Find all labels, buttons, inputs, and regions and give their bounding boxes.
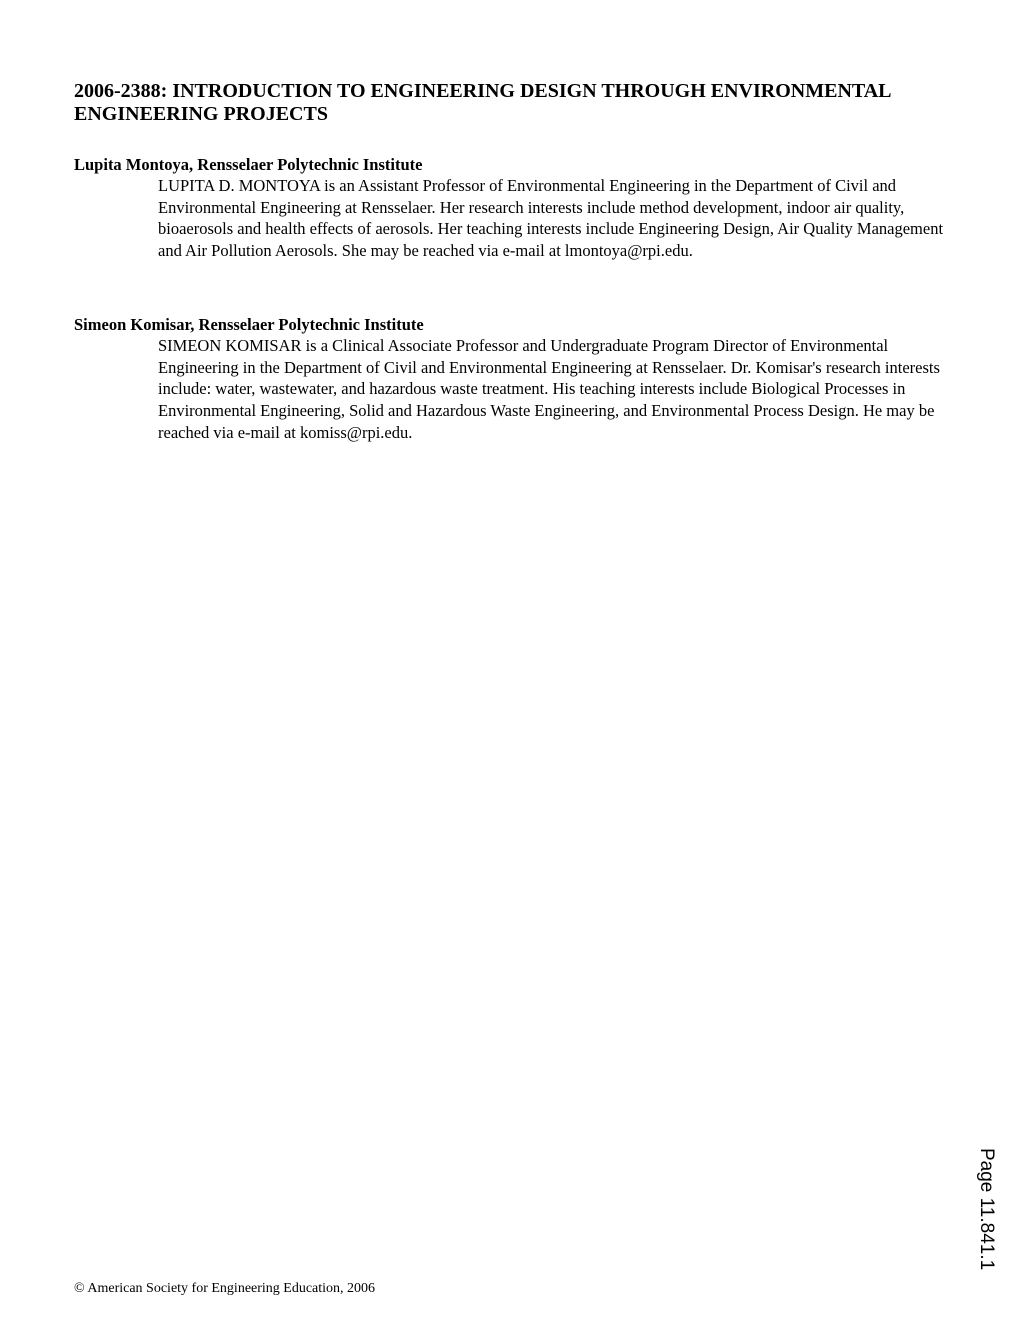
author-name-affiliation: Lupita Montoya, Rensselaer Polytechnic Institute (74, 155, 423, 174)
page-number: Page 11.841.1 (976, 1148, 997, 1271)
author-bio: LUPITA D. MONTOYA is an Assistant Professor of Environmental Engineering in the Department of Civil and Environmental Engineering at Rensselaer. Her research interests include method development, indoor air quality, bioaerosols and health effects of aerosols. Her teaching interests include Engineering Design, Air Quality Management and Air Pollution Aerosols. She may be reached via e-mail at lmontoya@rpi.edu. (158, 176, 944, 261)
paper-title: 2006-2388: INTRODUCTION TO ENGINEERING DESIGN THROUGH ENVIRONMENTAL ENGINEERING PROJECTS (74, 80, 891, 125)
author-block (74, 314, 954, 444)
author-name-affiliation: Simeon Komisar, Rensselaer Polytechnic Institute (74, 315, 424, 334)
author-bio: SIMEON KOMISAR is a Clinical Associate Professor and Undergraduate Program Director of Environmental Engineering in the Department of Civil and Environmental Engineering at Rensselaer. Dr. Komisar's research interests include: water, wastewater, and hazardous waste treatment. His teaching interests include Biological Processes in Environmental Engineering, Solid and Hazardous Waste Engineering, and Environmental Process Design. He may be reached via e-mail at komiss@rpi.edu. (158, 336, 940, 442)
author-block (74, 154, 954, 262)
copyright-footer: © American Society for Engineering Education, 2006 (74, 1281, 376, 1296)
